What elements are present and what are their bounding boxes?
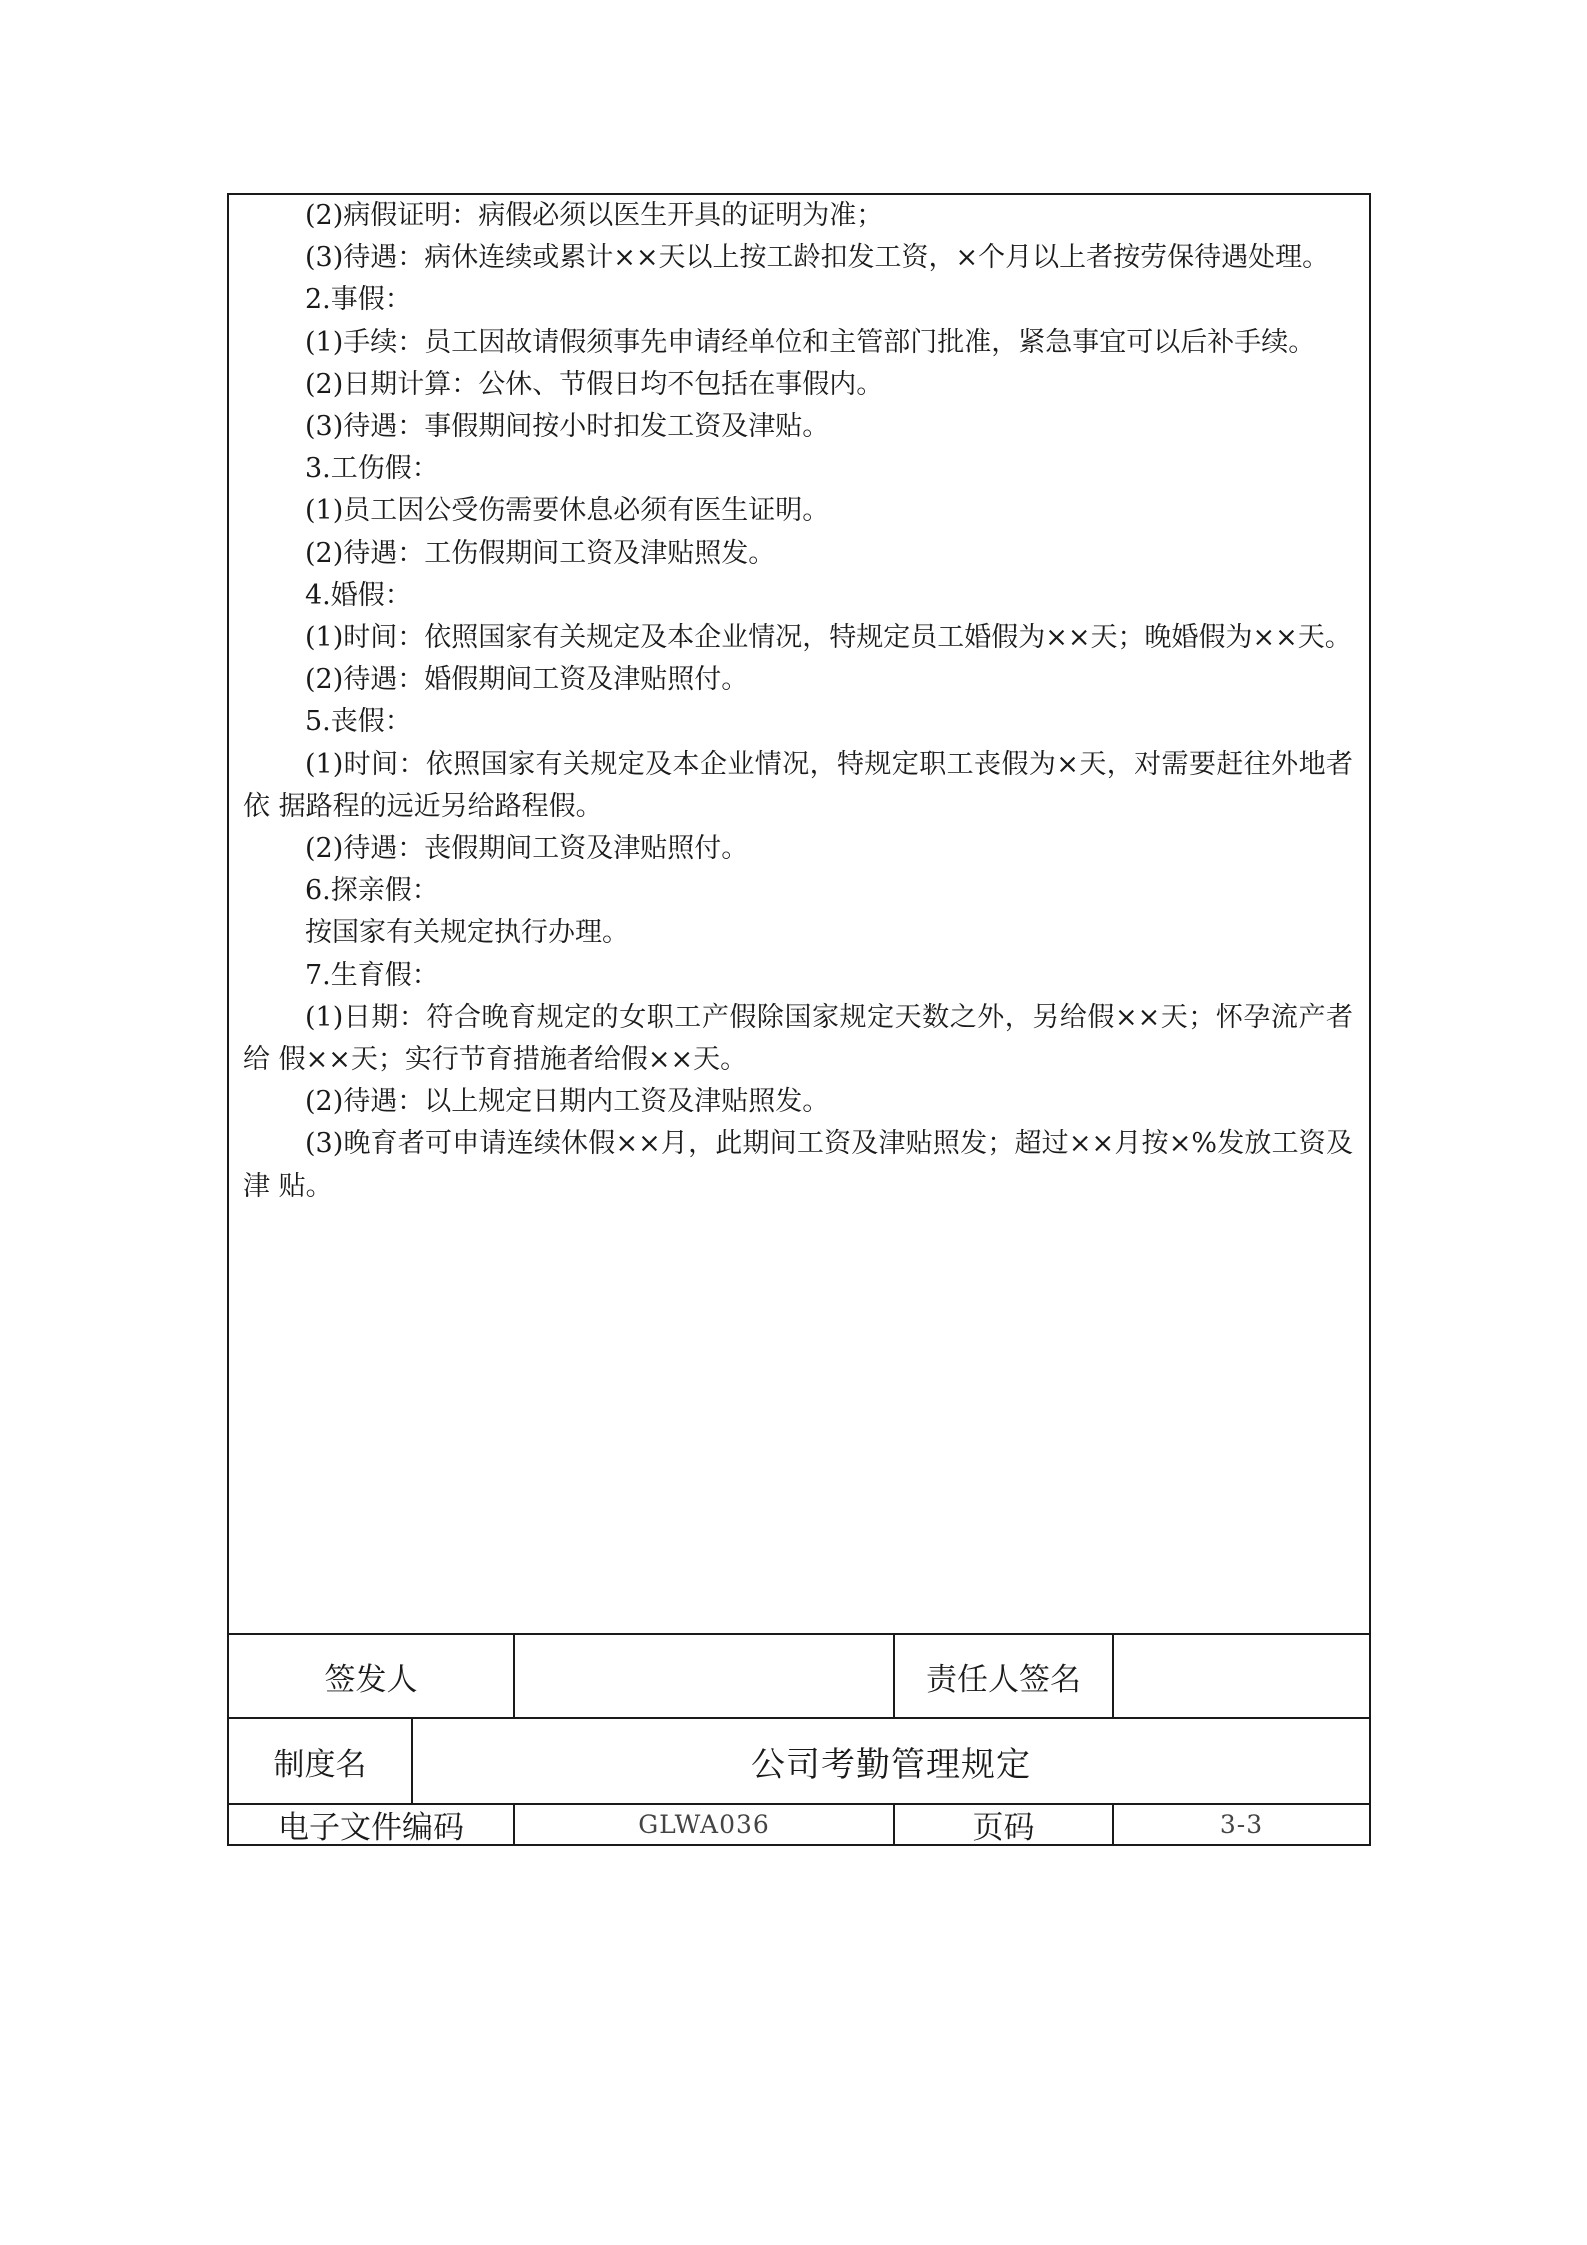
body-paragraph: (2)待遇：工伤假期间工资及津贴照发。: [305, 537, 776, 569]
file-code-label: 电子文件编码: [278, 1810, 464, 1846]
body-paragraph: (2)待遇：婚假期间工资及津贴照付。: [305, 664, 749, 696]
file-code-value: GLWA036: [638, 1810, 770, 1839]
body-paragraph: 4.婚假：: [305, 579, 412, 611]
body-paragraph: (1)时间：依照国家有关规定及本企业情况，特规定员工婚假为××天；晚婚假为××天。: [305, 622, 1352, 654]
body-paragraph: 3.工伤假：: [305, 453, 439, 485]
body-paragraph: (2)日期计算：公休、节假日均不包括在事假内。: [305, 368, 884, 400]
issuer-label: 签发人: [324, 1661, 418, 1698]
page-label: 页码: [972, 1810, 1035, 1846]
policy-title: 公司考勤管理规定: [751, 1744, 1031, 1785]
body-paragraph: 5.丧假：: [305, 706, 412, 738]
body-paragraph: (3)待遇：事假期间按小时扣发工资及津贴。: [305, 411, 830, 443]
body-paragraph: (2)待遇：以上规定日期内工资及津贴照发。: [305, 1086, 830, 1118]
body-paragraph: (3)待遇：病休连续或累计××天以上按工龄扣发工资，×个月以上者按劳保待遇处理。: [305, 242, 1330, 274]
responsible-signature-value: [1114, 1635, 1369, 1717]
body-paragraph: (2)病假证明：病假必须以医生开具的证明为准；: [305, 200, 884, 231]
body-paragraph: (1)日期：符合晚育规定的女职工产假除国家规定天数之外，另给假××天；怀孕流产者给 假××天；实行节育措施者给假××天。: [243, 1001, 1353, 1076]
page-number-value: 3-3: [1219, 1810, 1264, 1839]
body-paragraph: 按国家有关规定执行办理。: [305, 917, 629, 949]
policy-body-text: [227, 193, 1371, 1634]
issuer-value: [515, 1635, 893, 1717]
body-paragraph: (3)晚育者可申请连续休假××月，此期间工资及津贴照发；超过××月按×%发放工资及津 贴。: [243, 1128, 1353, 1202]
body-paragraph: 2.事假：: [305, 284, 412, 316]
body-paragraph: (1)手续：员工因故请假须事先申请经单位和主管部门批准，紧急事宜可以后补手续。: [305, 326, 1316, 358]
policy-name-label: 制度名: [273, 1746, 367, 1783]
body-paragraph: (1)时间：依照国家有关规定及本企业情况，特规定职工丧假为×天，对需要赶往外地者依 据路程的远近另给路程假。: [243, 748, 1353, 822]
responsible-signature-label: 责任人签名: [926, 1661, 1081, 1698]
body-paragraph: 6.探亲假：: [305, 875, 439, 907]
body-paragraph: 7.生育假：: [305, 959, 439, 991]
body-paragraph: (2)待遇：丧假期间工资及津贴照付。: [305, 833, 749, 865]
body-paragraph: (1)员工因公受伤需要休息必须有医生证明。: [305, 495, 830, 527]
